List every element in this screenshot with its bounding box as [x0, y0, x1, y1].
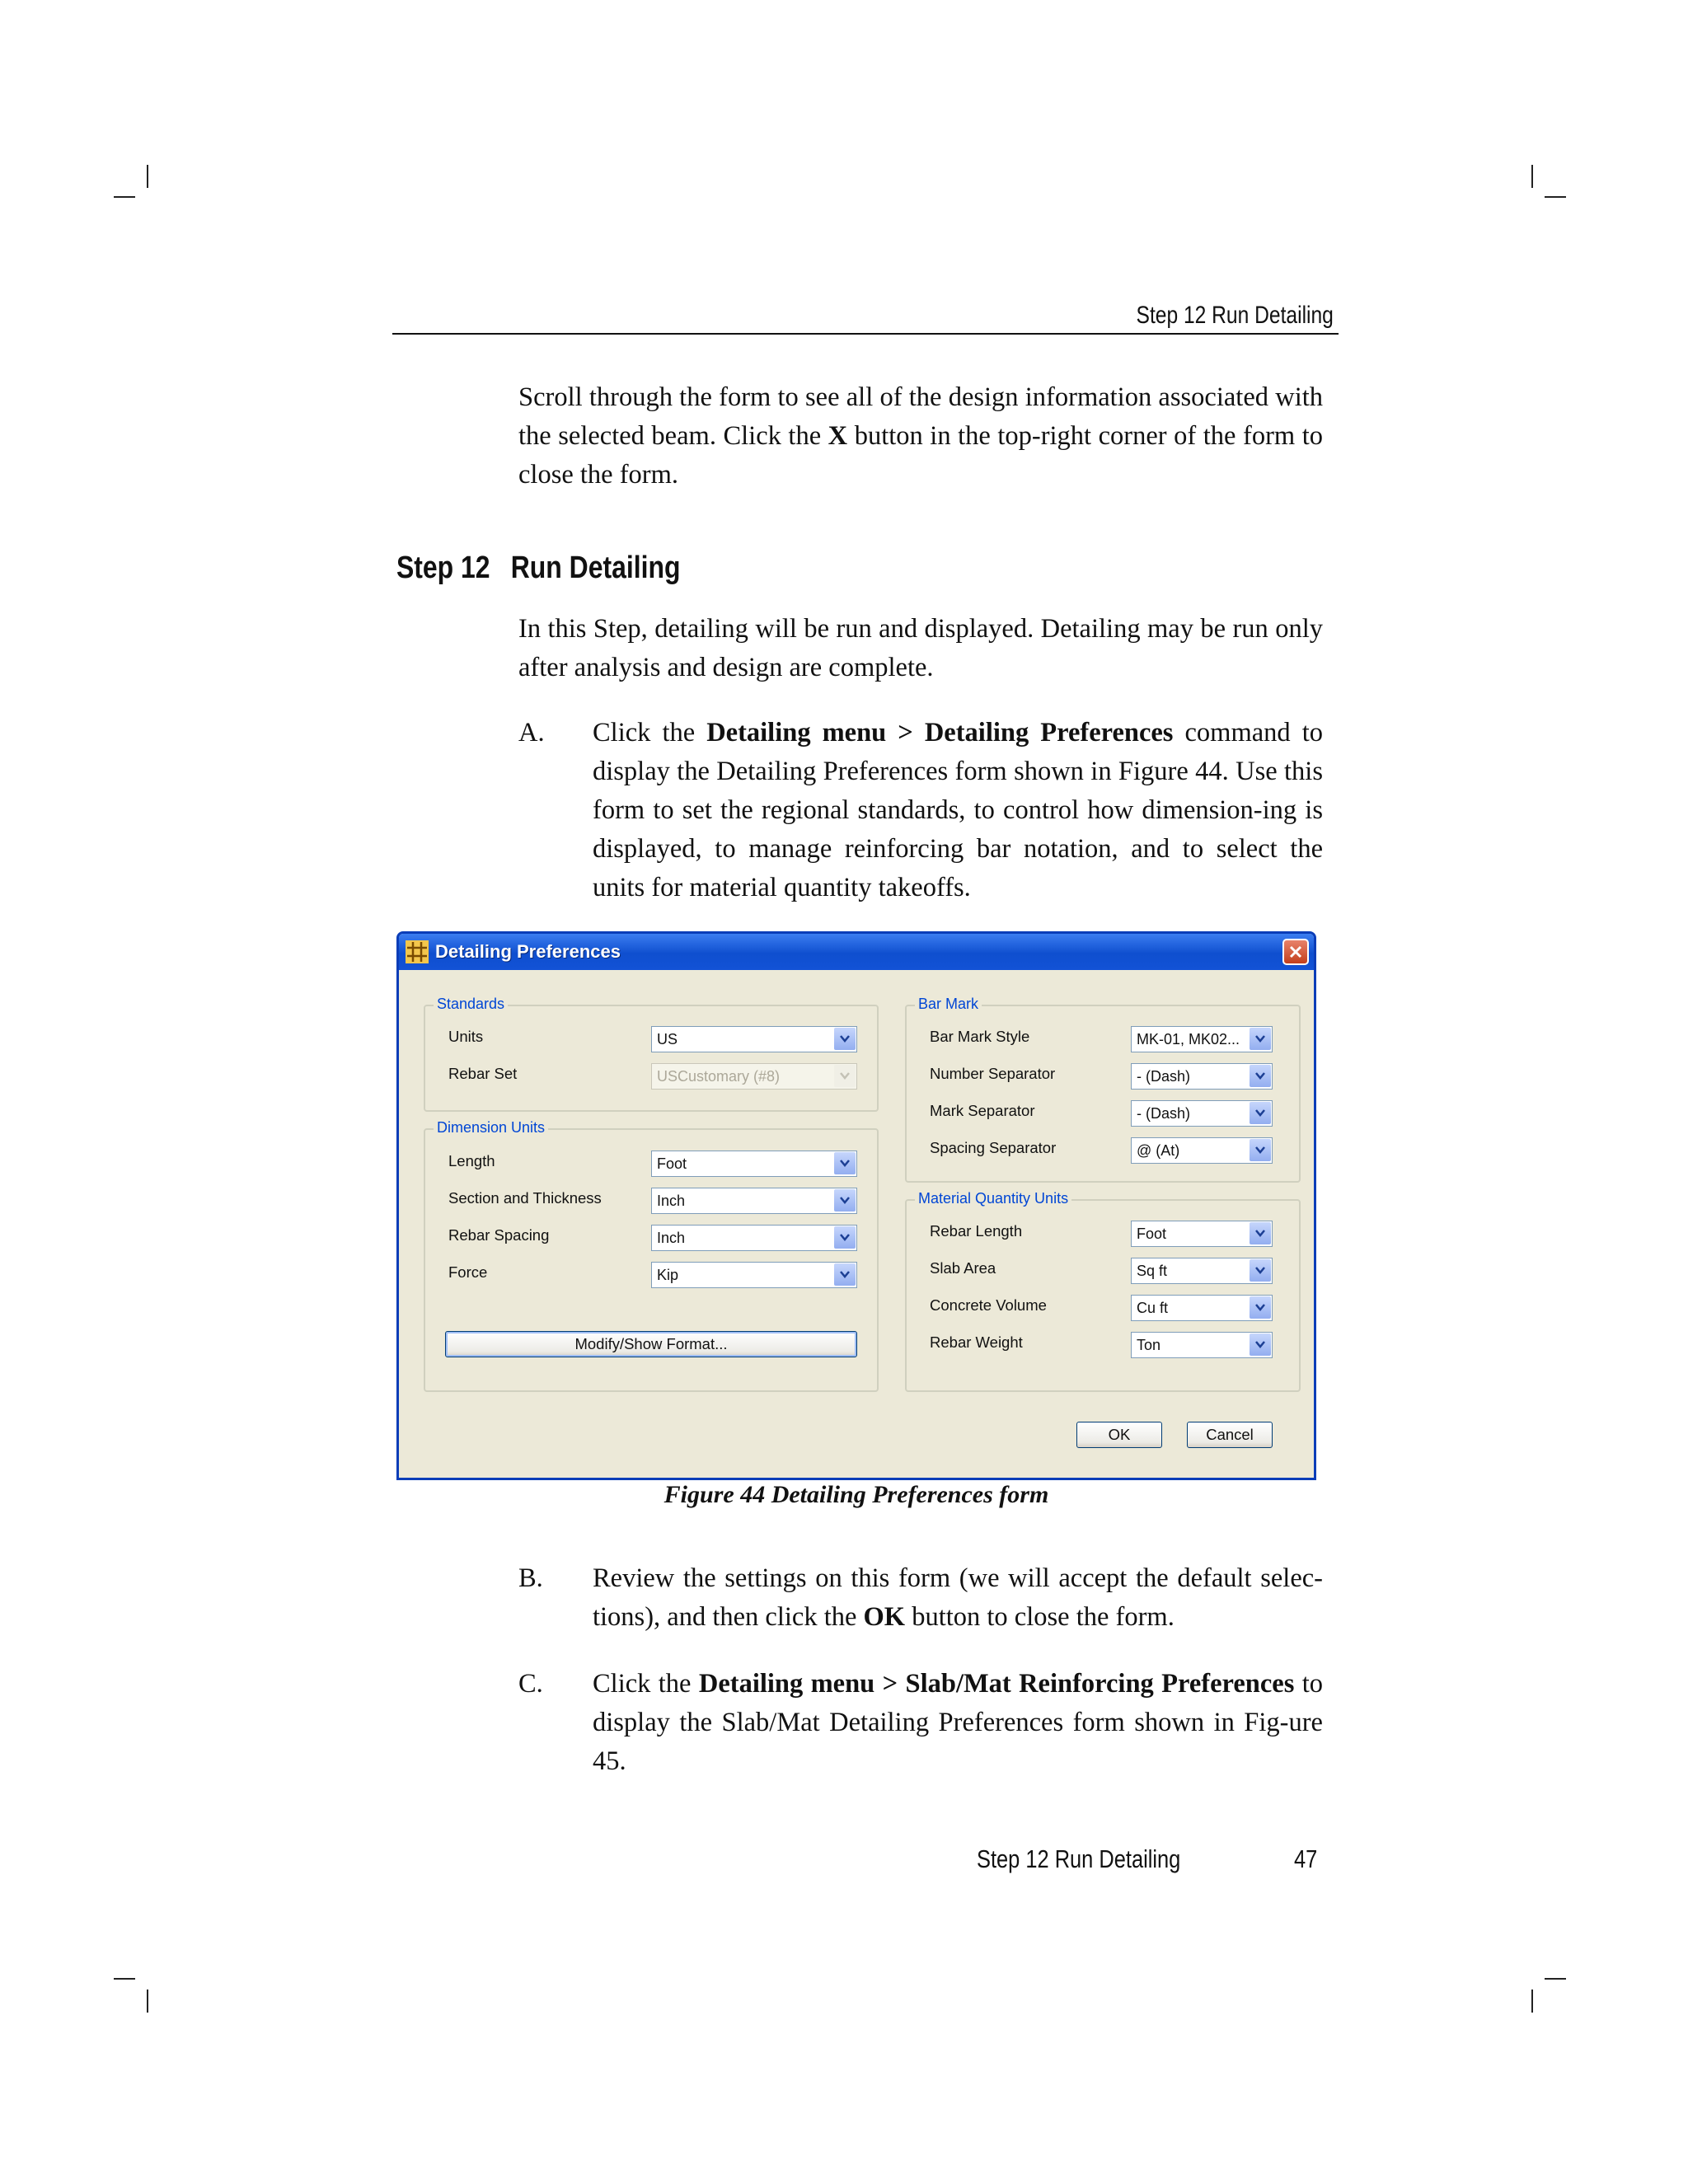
rebar-set-label: Rebar Set	[448, 1065, 518, 1082]
step-letter: C.	[518, 1669, 543, 1699]
bar-mark-group	[905, 996, 1301, 1183]
section-heading	[396, 551, 680, 586]
length-value: Foot	[657, 1155, 687, 1172]
chevron-down-icon	[1255, 1072, 1265, 1080]
step-text: to display the Slab/Mat Detailing Preferences form shown in Fig-ure 45.	[593, 1669, 1323, 1776]
crop-mark	[1545, 196, 1566, 198]
spacing-separator-label: Spacing Separator	[930, 1139, 1057, 1156]
intro-text: Scroll through the form to see all of the design information associated with the selected beam. Click the	[518, 382, 1323, 451]
chevron-down-icon	[840, 1197, 850, 1204]
rebar-weight-dropdown-button[interactable]	[1250, 1333, 1271, 1356]
chevron-down-icon	[1255, 1304, 1265, 1311]
modify-show-format-button[interactable]: Modify/Show Format...	[445, 1331, 857, 1357]
units-label: Units	[448, 1028, 484, 1045]
rebar-length-value: Foot	[1137, 1226, 1167, 1242]
number-separator-select[interactable]	[1131, 1063, 1273, 1090]
rebar-spacing-select[interactable]	[651, 1225, 857, 1251]
rebar-set-select	[651, 1063, 857, 1090]
running-header-title: Step 12 Run Detailing	[1136, 302, 1334, 329]
dialog-title: Detailing Preferences	[435, 941, 621, 962]
crop-mark	[1531, 165, 1533, 188]
length-dropdown-button[interactable]	[834, 1152, 856, 1174]
step-letter: B.	[518, 1563, 543, 1593]
chevron-down-icon	[1255, 1146, 1265, 1154]
slab-area-value: Sq ft	[1137, 1263, 1168, 1279]
bar-mark-style-dropdown-button[interactable]	[1250, 1028, 1271, 1050]
cancel-button[interactable]: Cancel	[1187, 1422, 1273, 1448]
length-select[interactable]	[651, 1151, 857, 1177]
rebar-spacing-label: Rebar Spacing	[448, 1226, 550, 1244]
close-icon	[1287, 944, 1304, 960]
chevron-down-icon	[1255, 1109, 1265, 1117]
rebar-spacing-dropdown-button[interactable]	[834, 1226, 856, 1249]
step-text: command to display the Detailing Preferences form shown in Figure 44. Use this form to set the regional standards, to control how dimension-ing is displayed, to manage reinforcing bar notation, and to select the units for material quantity takeoffs.	[593, 718, 1323, 902]
app-grid-icon	[406, 940, 429, 963]
rebar-length-label: Rebar Length	[930, 1222, 1023, 1240]
slab-area-select[interactable]	[1131, 1258, 1273, 1284]
rebar-length-select[interactable]	[1131, 1221, 1273, 1247]
rebar-weight-label: Rebar Weight	[930, 1333, 1023, 1351]
detailing-preferences-dialog	[396, 931, 1316, 1480]
standards-legend: Standards	[434, 996, 508, 1013]
rebar-length-dropdown-button[interactable]	[1250, 1222, 1271, 1244]
bar-mark-style-value: MK-01, MK02...	[1137, 1031, 1240, 1047]
section-title: Run Detailing	[510, 551, 681, 585]
chevron-down-icon	[840, 1160, 850, 1167]
number-separator-value: - (Dash)	[1137, 1068, 1191, 1085]
length-label: Length	[448, 1152, 495, 1169]
number-separator-label: Number Separator	[930, 1065, 1056, 1082]
mark-separator-select[interactable]	[1131, 1100, 1273, 1127]
crop-mark	[114, 1978, 135, 1980]
units-value: US	[657, 1031, 678, 1047]
intro-paragraph	[518, 378, 1323, 494]
section-thickness-value: Inch	[657, 1193, 686, 1209]
chevron-down-icon	[1255, 1035, 1265, 1043]
step-c-text	[593, 1665, 1323, 1781]
crop-mark	[147, 165, 148, 188]
chevron-down-icon	[840, 1234, 850, 1241]
mark-separator-label: Mark Separator	[930, 1102, 1035, 1119]
step-bold: OK	[863, 1602, 906, 1632]
chevron-down-icon	[1255, 1267, 1265, 1274]
material-quantity-units-group	[905, 1190, 1301, 1392]
step-b-text	[593, 1559, 1323, 1637]
close-button[interactable]	[1282, 939, 1309, 965]
spacing-separator-dropdown-button[interactable]	[1250, 1139, 1271, 1161]
units-select[interactable]	[651, 1026, 857, 1052]
concrete-volume-select[interactable]	[1131, 1295, 1273, 1321]
section-intro: In this Step, detailing will be run and displayed. Detailing may be run only after analysis and design are complete.	[518, 614, 1323, 682]
step-text: button to close the form.	[905, 1602, 1175, 1632]
step-bold: Detailing menu > Slab/Mat Reinforcing Preferences	[698, 1669, 1295, 1699]
step-letter: A.	[518, 718, 545, 748]
concrete-volume-dropdown-button[interactable]	[1250, 1296, 1271, 1319]
chevron-down-icon	[840, 1072, 850, 1080]
step-text: Review the settings on this form (we will accept the default selec-tions), and then click the	[593, 1563, 1323, 1632]
crop-mark	[114, 196, 135, 198]
running-header	[392, 295, 1339, 335]
crop-mark	[1545, 1978, 1566, 1980]
rebar-weight-value: Ton	[1137, 1337, 1161, 1353]
rebar-set-dropdown-button	[834, 1065, 856, 1087]
page-number: 47	[1294, 1844, 1318, 1873]
units-dropdown-button[interactable]	[834, 1028, 856, 1050]
figure-caption: Figure 44 Detailing Preferences form	[663, 1481, 1049, 1508]
concrete-volume-value: Cu ft	[1137, 1300, 1169, 1316]
step-text: Click the	[593, 1669, 699, 1699]
section-thickness-label: Section and Thickness	[448, 1189, 602, 1207]
mark-separator-value: - (Dash)	[1137, 1105, 1191, 1122]
force-select[interactable]	[651, 1262, 857, 1288]
bar-mark-legend: Bar Mark	[915, 996, 982, 1013]
spacing-separator-value: @ (At)	[1137, 1142, 1180, 1159]
intro-text-end: button in the top-right corner of the form to close the form.	[518, 421, 1323, 490]
dimension-units-legend: Dimension Units	[434, 1119, 548, 1137]
bar-mark-style-label: Bar Mark Style	[930, 1028, 1030, 1045]
mark-separator-dropdown-button[interactable]	[1250, 1102, 1271, 1124]
slab-area-dropdown-button[interactable]	[1250, 1259, 1271, 1282]
chevron-down-icon	[840, 1035, 850, 1043]
number-separator-dropdown-button[interactable]	[1250, 1065, 1271, 1087]
force-dropdown-button[interactable]	[834, 1263, 856, 1286]
crop-mark	[147, 1990, 148, 2013]
dimension-units-group	[424, 1119, 879, 1392]
material-quantity-units-legend: Material Quantity Units	[915, 1190, 1071, 1207]
chevron-down-icon	[1255, 1230, 1265, 1237]
concrete-volume-label: Concrete Volume	[930, 1296, 1047, 1314]
section-number: Step 12	[396, 551, 490, 585]
ok-button[interactable]: OK	[1076, 1422, 1162, 1448]
rebar-spacing-value: Inch	[657, 1230, 686, 1246]
bar-mark-style-select[interactable]	[1131, 1026, 1273, 1052]
step-bold: Detailing menu > Detailing Preferences	[706, 718, 1174, 748]
footer-title: Step 12 Run Detailing	[977, 1844, 1181, 1873]
force-value: Kip	[657, 1267, 679, 1283]
force-label: Force	[448, 1263, 488, 1281]
step-text: Click the	[593, 718, 707, 748]
section-thickness-dropdown-button[interactable]	[834, 1189, 856, 1212]
rebar-set-value: USCustomary (#8)	[657, 1068, 781, 1085]
spacing-separator-select[interactable]	[1131, 1137, 1273, 1164]
rebar-weight-select[interactable]	[1131, 1332, 1273, 1358]
intro-bold: X	[828, 421, 848, 451]
dialog-titlebar[interactable]	[399, 934, 1314, 970]
slab-area-label: Slab Area	[930, 1259, 996, 1277]
chevron-down-icon	[840, 1271, 850, 1278]
step-a-text	[593, 714, 1323, 907]
standards-group	[424, 996, 879, 1112]
section-thickness-select[interactable]	[651, 1188, 857, 1214]
chevron-down-icon	[1255, 1341, 1265, 1348]
crop-mark	[1531, 1990, 1533, 2013]
